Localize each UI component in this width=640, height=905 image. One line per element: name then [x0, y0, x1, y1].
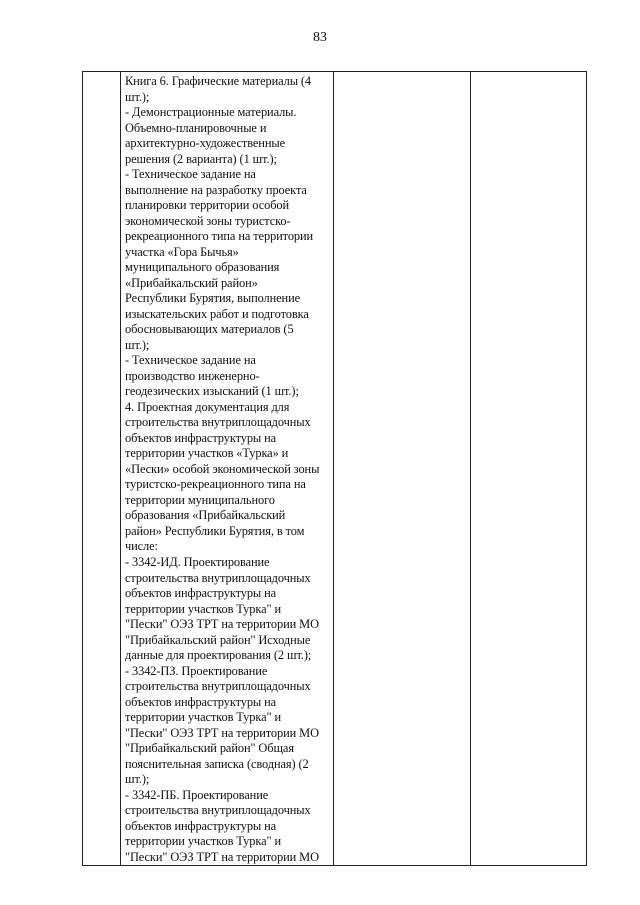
description-line: - Техническое задание на	[125, 353, 256, 368]
table-cell-description	[121, 72, 334, 866]
description-line: объектов инфраструктуры на	[125, 694, 277, 709]
description-line: рекреационного типа на территории	[125, 229, 314, 244]
document-table	[82, 71, 587, 866]
description-line: объектов инфраструктуры на	[125, 818, 277, 833]
description-line: производство инженерно-	[125, 368, 260, 383]
description-line: Республики Бурятия, выполнение	[125, 291, 301, 306]
description-line: территории участков Турка" и	[125, 601, 281, 616]
description-line: "Прибайкальский район" Общая	[125, 741, 294, 756]
table-row	[83, 72, 587, 866]
description-line: строительства внутриплощадочных	[125, 679, 311, 694]
description-line: муниципального образования	[125, 260, 280, 275]
description-line: изыскательских работ и подготовка	[125, 306, 309, 321]
description-line: "Пески" ОЭЗ ТРТ на территории МО	[125, 849, 319, 864]
description-line: решения (2 варианта) (1 шт.);	[125, 151, 277, 166]
description-line: геодезических изысканий (1 шт.);	[125, 384, 299, 399]
description-line: выполнение на разработку проекта	[125, 182, 307, 197]
description-line: объектов инфраструктуры на	[125, 430, 277, 445]
description-line: строительства внутриплощадочных	[125, 803, 311, 818]
description-text	[121, 72, 333, 865]
description-line: шт.);	[125, 337, 150, 352]
description-line: - 3342-ПБ. Проектирование	[125, 787, 269, 802]
description-line: - Техническое задание на	[125, 167, 256, 182]
description-line: данные для проектирования (2 шт.);	[125, 648, 312, 663]
description-line: территории участков Турка" и	[125, 834, 281, 849]
description-line: «Прибайкальский район»	[125, 275, 258, 290]
description-line: числе:	[125, 539, 158, 554]
description-line: территории участков Турка" и	[125, 710, 281, 725]
description-line: экономической зоны туристско-	[125, 213, 291, 228]
description-line: пояснительная записка (сводная) (2	[125, 756, 309, 771]
description-line: "Пески" ОЭЗ ТРТ на территории МО	[125, 725, 319, 740]
table-cell-column-4	[471, 72, 587, 866]
description-line: туристско-рекреационного типа на	[125, 477, 306, 492]
description-line: строительства внутриплощадочных	[125, 570, 311, 585]
description-line: - Демонстрационные материалы.	[125, 105, 297, 120]
description-line: Объемно-планировочные и	[125, 120, 267, 135]
description-line: образования «Прибайкальский	[125, 508, 286, 523]
page-number: 83	[313, 30, 327, 45]
description-line: - 3342-ПЗ. Проектирование	[125, 663, 268, 678]
description-line: 4. Проектная документация для	[125, 399, 290, 414]
description-line: обосновывающих материалов (5	[125, 322, 294, 337]
description-line: район» Республики Бурятия, в том	[125, 523, 305, 538]
table-cell-column-3	[334, 72, 471, 866]
description-line: "Прибайкальский район" Исходные	[125, 632, 311, 647]
description-line: шт.);	[125, 772, 150, 787]
description-line: «Пески» особой экономической зоны	[125, 461, 320, 476]
description-line: территории участков «Турка» и	[125, 446, 289, 461]
description-line: Книга 6. Графические материалы (4	[125, 74, 312, 88]
description-line: - 3342-ИД. Проектирование	[125, 554, 270, 569]
description-line: планировки территории особой	[125, 198, 290, 213]
description-line: "Пески" ОЭЗ ТРТ на территории МО	[125, 617, 319, 632]
description-line: объектов инфраструктуры на	[125, 586, 277, 601]
description-line: строительства внутриплощадочных	[125, 415, 311, 430]
description-line: территории муниципального	[125, 492, 275, 507]
description-line: шт.);	[125, 89, 150, 104]
description-line: участка «Гора Бычья»	[125, 244, 239, 259]
description-line: архитектурно-художественные	[125, 136, 285, 151]
table-cell-number	[83, 72, 121, 866]
